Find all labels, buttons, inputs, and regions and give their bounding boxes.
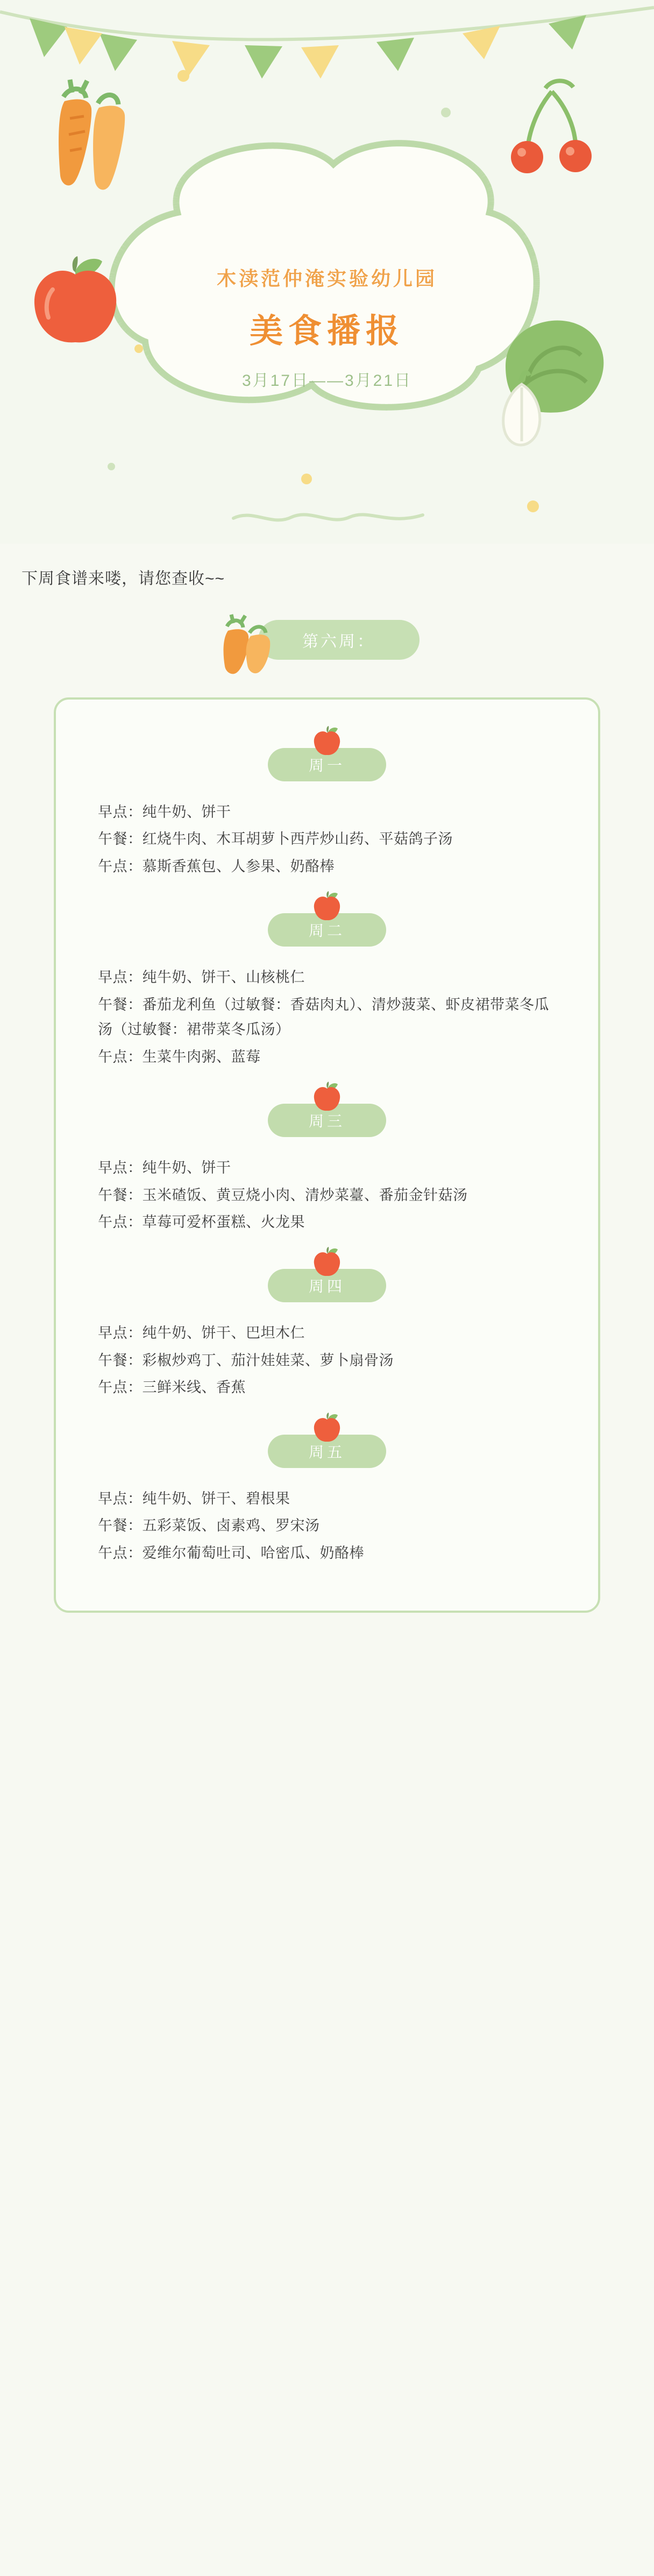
apple-icon (312, 1412, 342, 1443)
meal-line: 早点：纯牛奶、饼干 (98, 804, 231, 820)
carrot-icon (203, 610, 284, 675)
dot-decoration (177, 70, 189, 82)
poster-banner (0, 0, 654, 544)
meal-line: 午餐：五彩菜饭、卤素鸡、罗宋汤 (98, 1518, 320, 1534)
day-name: 周二 (268, 913, 386, 947)
wave-divider (231, 509, 425, 524)
week-header (0, 606, 654, 681)
day-header (56, 1082, 598, 1147)
kindergarten-name: 木渎范仲淹实验幼儿园 (216, 267, 437, 290)
day-header (56, 1413, 598, 1478)
day-header (56, 1247, 598, 1312)
apple-icon (312, 1246, 342, 1278)
meal-list (56, 1478, 598, 1573)
dot-decoration (527, 500, 539, 512)
page-title: 美食播报 (249, 313, 404, 350)
dot-decoration (108, 463, 115, 470)
week-label: 第六周： (258, 620, 420, 660)
cherry-icon (500, 75, 608, 194)
meal-line: 早点：纯牛奶、饼干、巴坦木仁 (98, 1325, 305, 1342)
dot-decoration (301, 474, 312, 484)
meal-line: 午餐：红烧牛肉、木耳胡萝卜西芹炒山药、平菇鸽子汤 (98, 831, 453, 848)
meal-line: 午点：慕斯香蕉包、人参果、奶酪棒 (98, 858, 335, 874)
meal-line: 午餐：番茄龙利鱼（过敏餐：香菇肉丸）、清炒菠菜、虾皮裙带菜冬瓜汤（过敏餐：裙带菜冬瓜汤） (98, 996, 549, 1038)
day-name: 周一 (268, 748, 386, 781)
intro-text: 下周食谱来喽，请您查收~~ (22, 570, 225, 588)
meal-line: 早点：纯牛奶、饼干、碧根果 (98, 1490, 290, 1507)
meal-line: 早点：纯牛奶、饼干 (98, 1160, 231, 1176)
day-block-tuesday (56, 892, 598, 1077)
day-name: 周三 (268, 1104, 386, 1137)
meal-line: 早点：纯牛奶、饼干、山核桃仁 (98, 969, 305, 986)
apple-icon (312, 725, 342, 757)
meal-line: 午点：生菜牛肉粥、蓝莓 (98, 1048, 261, 1065)
menu-card (54, 697, 600, 1613)
apple-icon (312, 1081, 342, 1112)
carrot-icon (32, 65, 140, 199)
day-name: 周四 (268, 1269, 386, 1302)
meal-list (56, 1147, 598, 1242)
day-block-wednesday (56, 1082, 598, 1242)
meal-line: 午点：爱维尔葡萄吐司、哈密瓜、奶酪棒 (98, 1544, 364, 1561)
date-range: 3月17日——3月21日 (241, 372, 413, 390)
meal-list (56, 791, 598, 886)
day-name: 周五 (268, 1435, 386, 1468)
dot-decoration (441, 108, 451, 117)
banner-title-group (0, 264, 654, 391)
day-block-friday (56, 1413, 598, 1573)
day-header (56, 892, 598, 956)
meal-line: 午点：三鲜米线、香蕉 (98, 1379, 246, 1396)
meal-line: 午餐：玉米碴饭、黄豆烧小肉、清炒菜薹、番茄金针菇汤 (98, 1187, 468, 1203)
meal-list (56, 1312, 598, 1407)
day-header (56, 726, 598, 791)
meal-line: 午餐：彩椒炒鸡丁、茄汁娃娃菜、萝卜扇骨汤 (98, 1352, 394, 1368)
day-block-monday (56, 726, 598, 886)
day-block-thursday (56, 1247, 598, 1407)
meal-list (56, 956, 598, 1077)
meal-line: 午点：草莓可爱杯蛋糕、火龙果 (98, 1213, 305, 1230)
apple-icon (312, 891, 342, 922)
